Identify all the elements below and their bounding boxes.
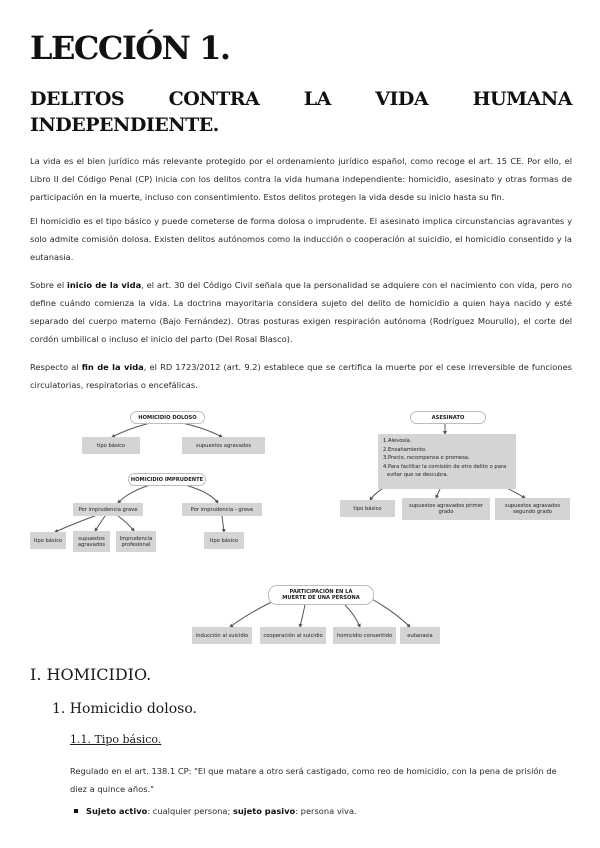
paragraph-fin-vida: Respecto al fin de la vida, el RD 1723/2012 (art. 9.2) establece que se certifica la muerte por el cese irreversible de funciones circulatorias, respiratorias o encefálicas.	[30, 362, 572, 390]
node-homicidio-imprudente: HOMICIDIO IMPRUDENTE	[128, 473, 206, 486]
node-as-tipo-basico: tipo básico	[340, 500, 395, 517]
paragraph-art-138: Regulado en el art. 138.1 CP: "El que matare a otro será castigado, como reo de homicidio, con la pena de prisión de diez a quince años."	[70, 766, 557, 794]
node-por-imprudencia-grave: Por imprudencia grave	[73, 503, 143, 516]
node-pa-induccion: inducción al suicidio	[192, 627, 252, 644]
bullet-sujetos: Sujeto activo: cualquier persona; sujeto pasivo: persona viva.	[74, 806, 357, 816]
asesinato-item-1: 1.Alevosía.	[383, 438, 412, 444]
asesinato-item-2: 2.Ensañamiento.	[383, 446, 427, 453]
section-heading-homicidio-doloso: 1. Homicidio doloso.	[52, 701, 197, 717]
node-hi-imprudencia-profesional: Imprudencia profesional	[116, 531, 156, 552]
node-hi-supuestos-agravados: supuestos agravados	[73, 531, 110, 552]
lesson-title: LECCIÓN 1.	[30, 29, 230, 67]
node-pa-cooperacion: cooperación al suicidio	[260, 627, 326, 644]
node-hi-tipo-basico: tipo básico	[30, 532, 66, 549]
lesson-subtitle-line-2: INDEPENDIENTE.	[30, 114, 219, 136]
node-hd-supuestos-agravados: supuestos agravados	[182, 437, 265, 454]
asesinato-circunstancias-list	[378, 434, 516, 489]
node-hd-tipo-basico: tipo básico	[82, 437, 140, 454]
section-heading-tipo-basico: 1.1. Tipo básico.	[70, 733, 162, 746]
node-por-imprudencia-menos-grave: Por imprudencia - grave	[182, 503, 262, 516]
node-as-segundo-grado: supuestos agravados segundo grado	[495, 498, 570, 520]
section-heading-homicidio: I. HOMICIDIO.	[30, 665, 152, 684]
asesinato-item-4: 4.Para facilitar la comisión de otro delito o para	[383, 463, 507, 470]
lesson-subtitle-line-1: DELITOS CONTRA LA VIDA HUMANA	[30, 88, 572, 110]
paragraph-inicio-vida: Sobre el inicio de la vida, el art. 30 del Código Civil señala que la personalidad se adquiere con el nacimiento con vida, pero no define cuándo comienza la vida. La doctrina mayoritaria considera sujeto del delito de homicidio a quien haya nacido y esté separado del cuerpo materno (Bajo Fernández). Otras posturas exigen respiración autónoma (Rodríguez Mourullo), el corte del cordón umbilical o incluso el inicio del parto (Del Rosal Blasco).	[30, 280, 572, 344]
node-hi-menos-tipo-basico: tipo básico	[204, 532, 244, 549]
node-pa-consentido: homicidio consentido	[333, 627, 396, 644]
asesinato-item-3: 3.Precio, recompensa o promesa.	[383, 455, 470, 462]
bullet-square-icon	[74, 809, 78, 813]
node-as-primer-grado: supuestos agravados primer grado	[402, 498, 490, 520]
paragraph-intro: La vida es el bien jurídico más relevante protegido por el ordenamiento jurídico español, como recoge el art. 15 CE. Por ello, el Libro II del Código Penal (CP) inicia con los delitos contra la vida humana independiente: homicidio, asesinato y otras formas de participación en la muerte, incluso con consentimiento. Estos delitos protegen la vida desde su inicio hasta su fin.	[30, 156, 572, 202]
asesinato-item-4-cont: evitar que se descubra.	[387, 472, 449, 479]
node-pa-eutanasia: eutanasia	[400, 627, 440, 644]
node-asesinato: ASESINATO	[410, 411, 486, 424]
node-participacion: PARTICIPACIÓN EN LA MUERTE DE UNA PERSONA	[268, 585, 374, 605]
node-homicidio-doloso: HOMICIDIO DOLOSO	[130, 411, 205, 424]
paragraph-homicidio: El homicidio es el tipo básico y puede cometerse de forma dolosa o imprudente. El asesinato implica circunstancias agravantes y solo admite comisión dolosa. Existen delitos autónomos como la inducción o cooperación al suicidio, el homicidio consentido y la eutanasia.	[30, 216, 572, 262]
